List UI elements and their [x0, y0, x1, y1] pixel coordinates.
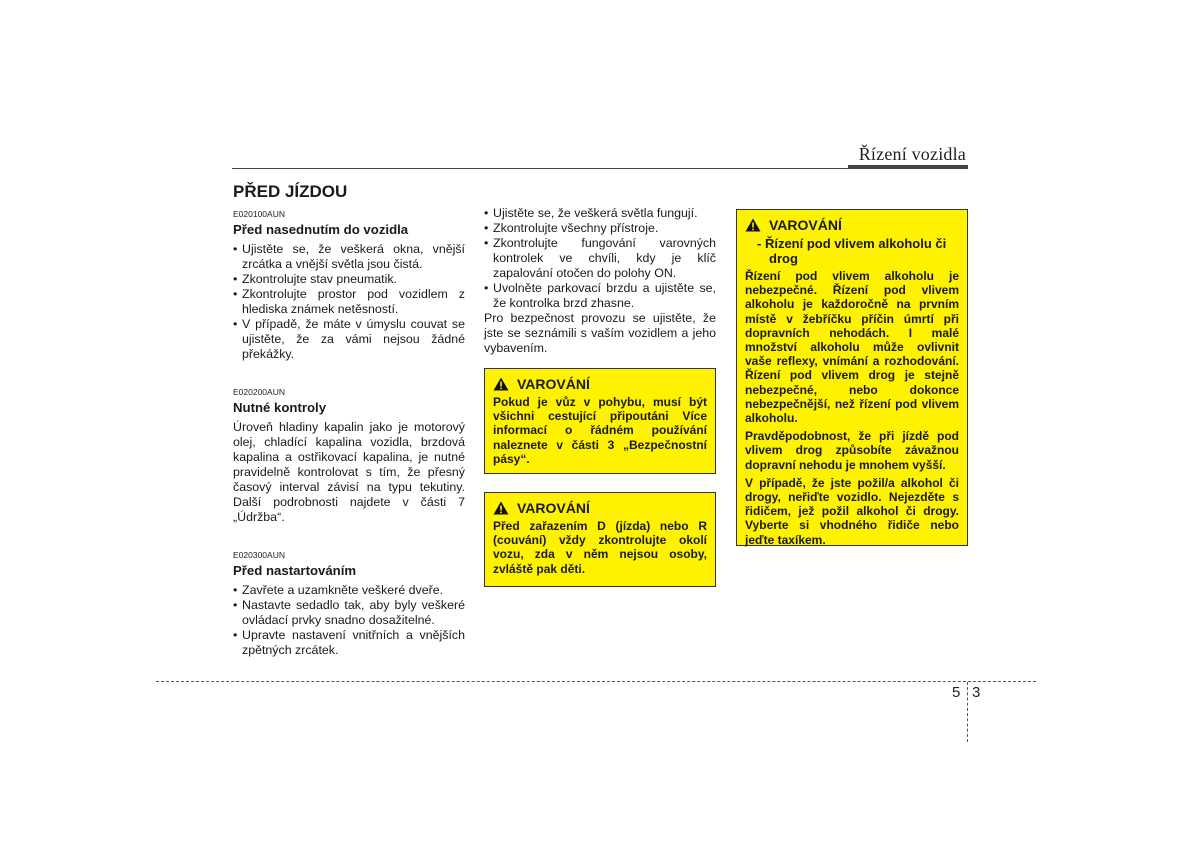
- warning-title: VAROVÁNÍ: [769, 217, 842, 233]
- section-code: E020300AUN: [233, 550, 285, 560]
- header-rule: [232, 168, 848, 169]
- warning-triangle-icon: [493, 377, 509, 391]
- list-item: • Ujistěte se, že veškerá okna, vnější zrcátka a vnější světla jsou čistá.: [233, 242, 465, 272]
- warning-text: V případě, že jste požil/a alkohol či drogy, neřiďte vozidlo. Nejezděte s řidičem, jež požil alkohol či drogy. Vyberte si vhodného řidiče nebo jeďte taxíkem.: [745, 475, 959, 547]
- list-item: • Zkontrolujte stav pneumatik.: [233, 272, 465, 287]
- warning-box-children: [484, 492, 716, 587]
- bullet-list: [484, 206, 716, 311]
- list-item: • Upravte nastavení vnitřních a vnějších zpětných zrcátek.: [233, 628, 465, 658]
- subheading: Před nastartováním: [233, 563, 357, 578]
- warning-title: VAROVÁNÍ: [517, 500, 590, 516]
- paragraph: Pro bezpečnost provozu se ujistěte, že jste se seznámili s vaším vozidlem a jeho vybavením.: [484, 311, 716, 355]
- page-number: 3: [972, 684, 981, 701]
- list-item: • Nastavte sedadlo tak, aby byly veškeré ovládací prvky snadno dosažitelné.: [233, 598, 465, 628]
- list-item: • Zkontrolujte prostor pod vozidlem z hlediska známek netěsností.: [233, 287, 465, 317]
- list-item: • Zkontrolujte všechny přístroje.: [484, 221, 716, 236]
- page-header-title: Řízení vozidla: [858, 144, 966, 164]
- paragraph: Úroveň hladiny kapalin jako je motorový olej, chladící kapalina vozidla, brzdová kapalina a ostřikovací kapalina, je nutné pravidelně kontrolovat s tím, že přesný časový interval závisí na typu tekutiny. Další podrobnosti najdete v části 7 „Údržba“.: [233, 420, 465, 524]
- list-item: • V případě, že máte v úmyslu couvat se ujistěte, že za vámi nejsou žádné překážky.: [233, 317, 465, 362]
- column-left: [233, 182, 465, 658]
- chapter-number: 5: [952, 684, 961, 701]
- list-item: • Zavřete a uzamkněte veškeré dveře.: [233, 583, 465, 598]
- warning-box-seatbelts: [484, 368, 716, 474]
- subheading: Před nasednutím do vozidla: [233, 222, 409, 237]
- warning-text: Řízení pod vlivem alkoholu je nebezpečné. Řízení pod vlivem alkoholu je každoročně na prvním místě v žebříčku příčin úmrtí při dopravních nehodách. I malé množství alkoholu může ovlivnit vaše reflexy, vnímání a rozhodování. Řízení pod vlivem drog je stejně nebezpečné, nebo dokonce nebezpečnější, než řízení pod vlivem alkoholu.: [745, 269, 959, 426]
- list-item: • Ujistěte se, že veškerá světla fungují.: [484, 206, 716, 221]
- list-item: • Zkontrolujte fungování varovných kontrolek ve chvíli, kdy je klíč zapalování otočen do polohy ON.: [484, 236, 716, 281]
- bullet-list: [233, 242, 465, 362]
- section-code: E020100AUN: [233, 209, 285, 219]
- bullet-list: [233, 583, 465, 658]
- section-title: PŘED JÍZDOU: [233, 182, 348, 201]
- warning-text: Pokud je vůz v pohybu, musí být všichni cestující připoutáni Více informací o řádném používání naleznete v části 3 „Bezpečnostní pásy“.: [493, 395, 707, 466]
- section-code: E020200AUN: [233, 387, 285, 397]
- subheading: Nutné kontroly: [233, 400, 327, 415]
- column-middle: [484, 206, 716, 356]
- footer-rule: [156, 681, 1036, 682]
- list-item: • Uvolněte parkovací brzdu a ujistěte se, že kontrolka brzd zhasne.: [484, 281, 716, 311]
- warning-text: Před zařazením D (jízda) nebo R (couvání) vždy zkontrolujte okolí vozu, zda v něm nejsou osoby, zvláště pak děti.: [493, 519, 707, 576]
- warning-box-alcohol: [736, 209, 968, 546]
- warning-title: VAROVÁNÍ: [517, 376, 590, 392]
- warning-triangle-icon: [745, 218, 761, 232]
- warning-subtitle: - Řízení pod vlivem alkoholu či drog: [757, 236, 947, 266]
- warning-text: Pravděpodobnost, že při jízdě pod vlivem drog způsobíte závažnou dopravní nehodu je mnohem vyšší.: [745, 429, 959, 472]
- header-rule-accent: [848, 165, 968, 169]
- warning-triangle-icon: [493, 501, 509, 515]
- page-divider: [967, 682, 968, 742]
